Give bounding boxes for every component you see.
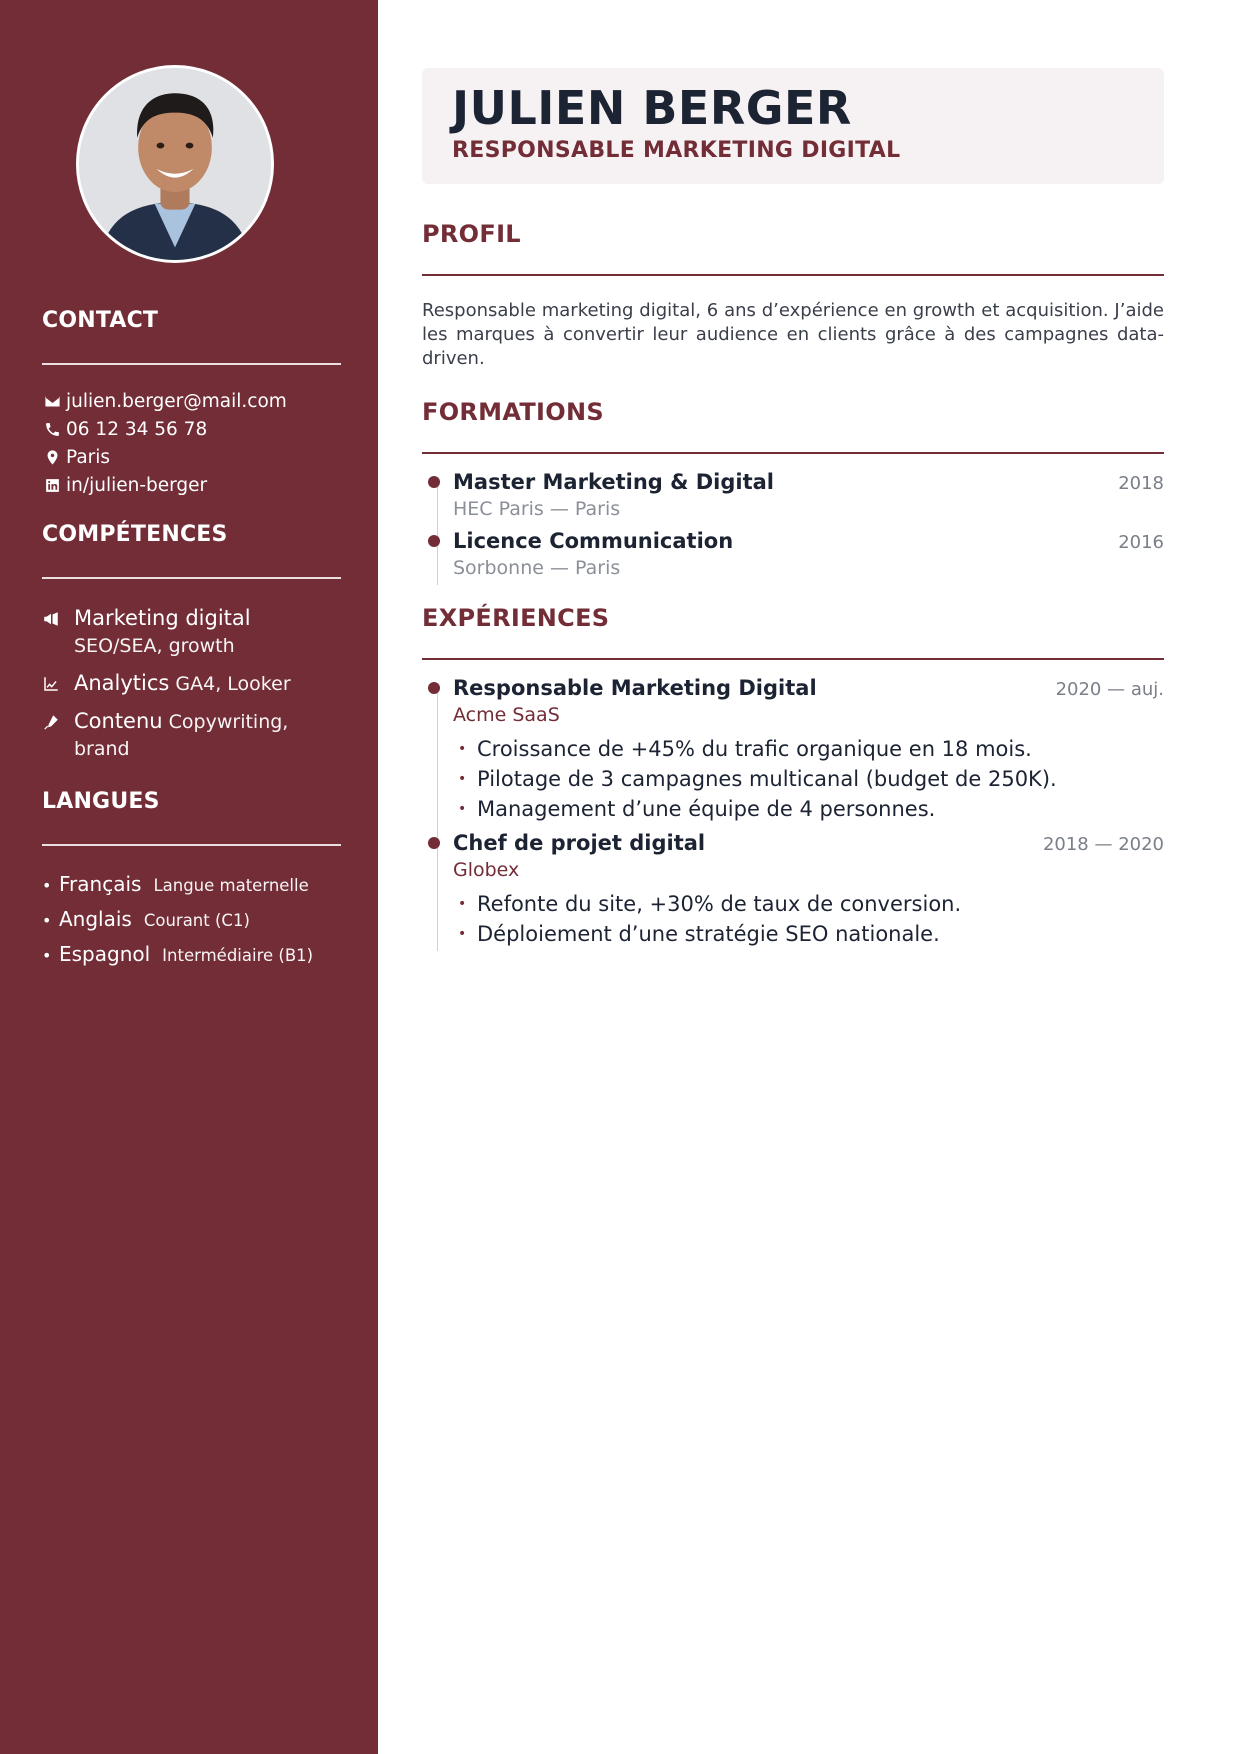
skill-item: [42, 605, 341, 660]
skills-divider: [42, 577, 341, 579]
map-pin-icon: [42, 448, 62, 466]
timeline-dot: [428, 682, 440, 694]
experience-timeline: [422, 676, 1164, 951]
language-name: Français: [59, 872, 142, 896]
experience-title: EXPÉRIENCES: [422, 604, 610, 632]
language-level: Intermédiaire (B1): [162, 946, 314, 965]
chart-line-icon: [42, 670, 74, 698]
skill-name: Analytics: [74, 671, 170, 695]
language-level: Langue maternelle: [153, 876, 309, 895]
education-title: FORMATIONS: [422, 398, 604, 426]
contact-linkedin[interactable]: [42, 471, 341, 499]
bullet-dot: •: [42, 911, 52, 930]
bullet-dot: •: [458, 926, 467, 942]
bullet-dot: •: [458, 771, 467, 787]
contact-list: [42, 387, 341, 499]
task-text: Management d’une équipe de 4 personnes.: [477, 797, 936, 821]
role-dates: 2020 — auj.: [1055, 679, 1164, 700]
task-item: [453, 764, 1164, 794]
experience-entry: [453, 831, 1164, 951]
profile-divider: [422, 274, 1164, 276]
contact-location: [42, 443, 341, 471]
company-name: Acme SaaS: [453, 704, 560, 726]
task-list: [453, 889, 1164, 949]
role-name: Chef de projet digital: [453, 831, 706, 855]
contact-location-text: Paris: [66, 446, 111, 468]
contact-email-text: julien.berger@mail.com: [66, 390, 287, 412]
skills-section: [42, 522, 341, 773]
linkedin-icon: [42, 476, 62, 494]
job-title: RESPONSABLE MARKETING DIGITAL: [452, 138, 901, 163]
bullet-dot: •: [42, 946, 52, 965]
task-text: Croissance de +45% du trafic organique en 18 mois.: [477, 737, 1032, 761]
role-dates: 2018 — 2020: [1042, 834, 1164, 855]
skill-name: Marketing digital: [74, 606, 251, 630]
profile-photo: [76, 65, 274, 263]
task-item: [453, 794, 1164, 824]
education-divider: [422, 452, 1164, 454]
education-entry: [453, 529, 1164, 585]
education-timeline: [422, 470, 1164, 585]
education-entry: [453, 470, 1164, 529]
task-item: [453, 919, 1164, 949]
megaphone-icon: [42, 605, 74, 660]
degree-name: Licence Communication: [453, 529, 734, 553]
contact-phone[interactable]: [42, 415, 341, 443]
language-item: [42, 942, 341, 977]
contact-title: CONTACT: [42, 308, 159, 333]
profile-text: Responsable marketing digital, 6 ans d’expérience en growth et acquisition. J’aide les marques à convertir leur audience en clients grâce à des campagnes data-driven.: [422, 300, 1164, 369]
profile-section: [422, 220, 1164, 371]
bullet-dot: •: [42, 876, 52, 895]
header-box: [422, 68, 1164, 184]
experience-divider: [422, 658, 1164, 660]
experience-entry: [453, 676, 1164, 831]
timeline-dot: [428, 837, 440, 849]
skill-name: Contenu: [74, 709, 163, 733]
degree-year: 2018: [1118, 473, 1164, 494]
language-level: Courant (C1): [143, 911, 250, 930]
task-text: Pilotage de 3 campagnes multicanal (budget de 250K).: [477, 767, 1057, 791]
contact-linkedin-text: in/julien-berger: [66, 474, 208, 496]
degree-name: Master Marketing & Digital: [453, 470, 775, 494]
skills-list: [42, 605, 341, 763]
skills-title: COMPÉTENCES: [42, 522, 228, 547]
school-name: Sorbonne — Paris: [453, 557, 621, 579]
languages-divider: [42, 844, 341, 846]
language-item: [42, 907, 341, 942]
skill-item: [42, 670, 341, 698]
full-name: JULIEN BERGER: [452, 81, 852, 135]
sidebar: [0, 0, 378, 1754]
task-item: [453, 889, 1164, 919]
skill-detail: GA4, Looker: [175, 673, 291, 695]
pen-icon: [42, 708, 74, 763]
timeline-dot: [428, 476, 440, 488]
skill-item: [42, 708, 341, 763]
skill-detail: Copywriting, brand: [74, 711, 289, 760]
language-name: Anglais: [59, 907, 132, 931]
task-list: [453, 734, 1164, 824]
task-item: [453, 734, 1164, 764]
language-item: [42, 872, 341, 907]
education-section: [422, 398, 1164, 585]
bullet-dot: •: [458, 801, 467, 817]
language-name: Espagnol: [59, 942, 151, 966]
company-name: Globex: [453, 859, 520, 881]
task-text: Refonte du site, +30% de taux de conversion.: [477, 892, 962, 916]
contact-email[interactable]: [42, 387, 341, 415]
bullet-dot: •: [458, 741, 467, 757]
experience-section: [422, 604, 1164, 951]
school-name: HEC Paris — Paris: [453, 498, 621, 520]
profile-title: PROFIL: [422, 220, 521, 248]
degree-year: 2016: [1118, 532, 1164, 553]
contact-divider: [42, 363, 341, 365]
phone-icon: [42, 420, 62, 438]
envelope-icon: [42, 392, 62, 410]
contact-section: [42, 308, 341, 499]
timeline-dot: [428, 535, 440, 547]
role-name: Responsable Marketing Digital: [453, 676, 817, 700]
languages-section: [42, 789, 341, 977]
contact-phone-text: 06 12 34 56 78: [66, 418, 208, 440]
skill-detail: SEO/SEA, growth: [74, 635, 235, 657]
languages-title: LANGUES: [42, 789, 160, 814]
portrait-image: [79, 68, 271, 260]
languages-list: [42, 872, 341, 977]
task-text: Déploiement d’une stratégie SEO nationale.: [477, 922, 940, 946]
bullet-dot: •: [458, 896, 467, 912]
